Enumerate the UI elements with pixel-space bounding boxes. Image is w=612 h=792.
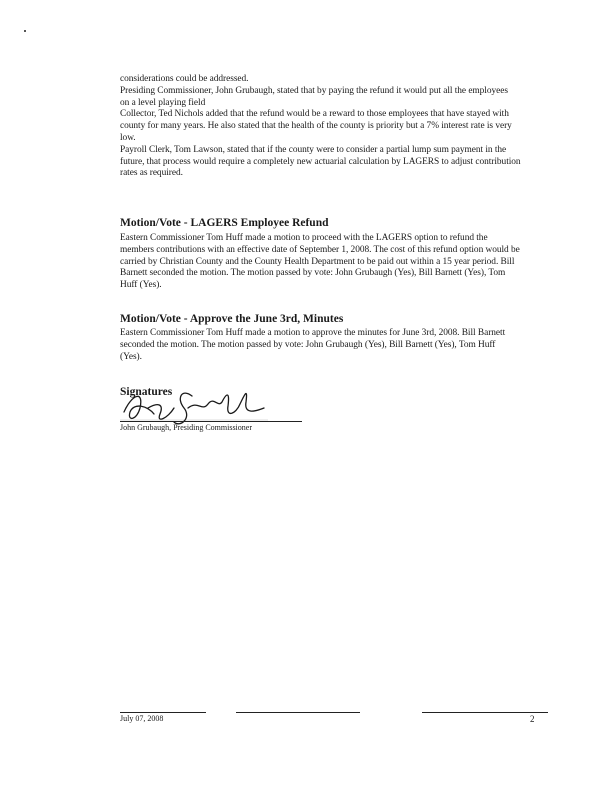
motion-minutes-heading: Motion/Vote - Approve the June 3rd, Minutes xyxy=(120,313,344,325)
text-line: rates as required. xyxy=(120,168,183,179)
footer-divider xyxy=(236,712,360,713)
text-line: Eastern Commissioner Tom Huff made a motion to proceed with the LAGERS option to refund the xyxy=(120,233,488,243)
text-line: future, that process would require a completely new actuarial calculation by LAGERS to adjust contribution xyxy=(120,156,521,167)
text-line: Huff (Yes). xyxy=(120,280,162,291)
footer-divider xyxy=(422,712,548,713)
text-line: Barnett seconded the motion. The motion passed by vote: John Grubaugh (Yes), Bill Barnett (Yes), Tom xyxy=(120,268,506,279)
page-number: 2 xyxy=(530,714,535,724)
text-line: (Yes). xyxy=(120,351,142,362)
text-line: low. xyxy=(120,132,136,143)
text-line: Presiding Commissioner, John Grubaugh, stated that by paying the refund it would put all the employees xyxy=(120,85,508,96)
motion-minutes-paragraph xyxy=(120,328,545,363)
text-line: members contributions with an effective date of September 1, 2008. The cost of this refund option would be xyxy=(120,244,520,255)
motion-refund-paragraph xyxy=(120,233,545,292)
text-line: seconded the motion. The motion passed by vote: John Grubaugh (Yes), Bill Barnett (Yes), Tom Huff xyxy=(120,339,496,350)
discussion-paragraph xyxy=(120,74,545,180)
text-line: on a level playing field xyxy=(120,97,206,108)
motion-refund-heading: Motion/Vote - LAGERS Employee Refund xyxy=(120,217,329,229)
footer-date: July 07, 2008 xyxy=(120,714,164,723)
text-line: county for many years. He also stated that the health of the county is priority but a 7% interest rate is very xyxy=(120,121,512,132)
signatory-name: John Grubaugh, Presiding Commissioner xyxy=(120,423,252,432)
signature-line xyxy=(120,421,302,422)
text-line: carried by Christian County and the County Health Department to be paid out within a 15 year period. Bill xyxy=(120,256,515,267)
scan-speck xyxy=(24,30,26,32)
text-line: considerations could be addressed. xyxy=(120,74,249,84)
text-line: Collector, Ted Nichols added that the refund would be a reward to those employees that have stayed with xyxy=(120,109,509,120)
text-line: Payroll Clerk, Tom Lawson, stated that if the county were to consider a partial lump sum payment in the xyxy=(120,144,507,155)
signatures-heading: Signatures xyxy=(120,386,173,398)
text-line: Eastern Commissioner Tom Huff made a motion to approve the minutes for June 3rd, 2008. Bill Barnett xyxy=(120,328,506,338)
footer-divider xyxy=(120,712,206,713)
